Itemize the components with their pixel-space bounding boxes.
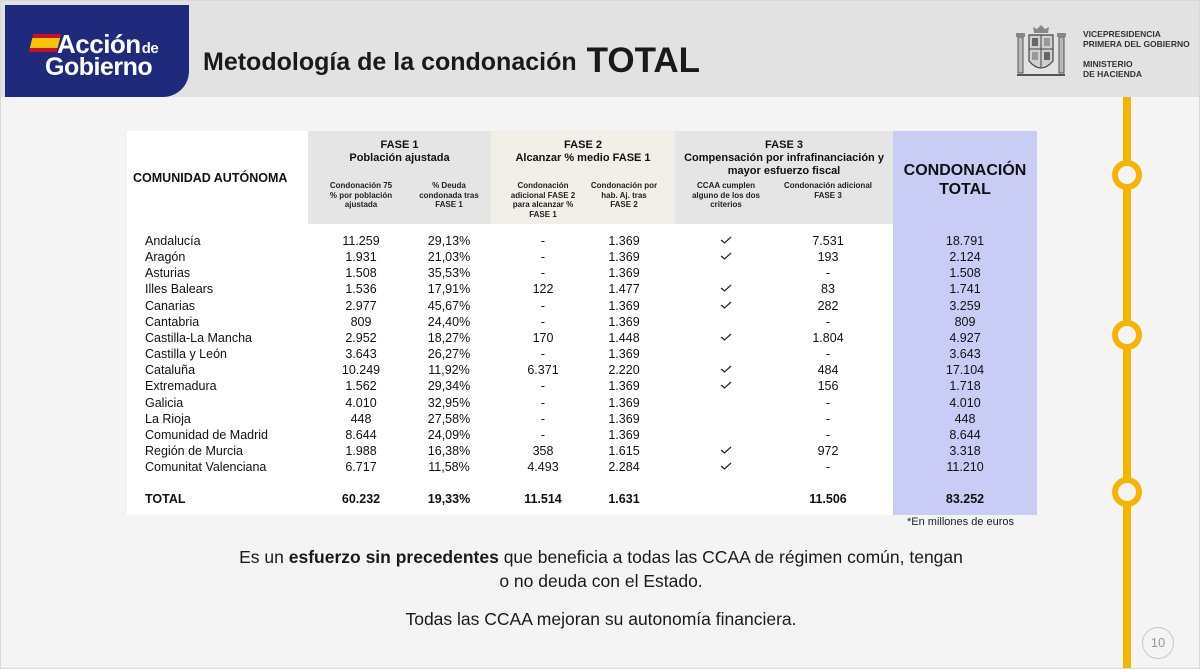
total-fase1-condonacion-cell: 60.232 xyxy=(341,492,381,506)
fase2-por-hab-cell: 1.369 xyxy=(608,314,640,329)
fase1-deuda-pct-cell: 24,40% xyxy=(427,314,471,329)
fase2-por-hab-cell: 1.369 xyxy=(608,427,640,442)
community-name-cell: Castilla y León xyxy=(145,347,227,362)
logo-word-accion: Acción xyxy=(57,29,141,59)
checkmark-icon xyxy=(720,301,732,309)
fase1-deuda-pct-cell: 11,92% xyxy=(428,363,470,378)
fase2-adicional-cell: - xyxy=(540,395,546,410)
fase1-deuda-pct-cell: 29,34% xyxy=(427,379,471,394)
fase1-condonacion-cell: 6.717 xyxy=(345,460,377,475)
table-row xyxy=(127,362,1037,378)
fase3-col1-header: CCAA cumplen alguno de los dos criterios xyxy=(691,181,760,209)
condonacion-total-cell: 3.643 xyxy=(949,347,981,362)
fase1-condonacion-cell: 4.010 xyxy=(345,395,377,410)
condonacion-total-cell: 8.644 xyxy=(949,427,981,442)
vicepresidencia-label: VICEPRESIDENCIA PRIMERA DEL GOBIERNO xyxy=(1083,29,1190,49)
fase2-por-hab-cell: 1.448 xyxy=(608,330,640,345)
page-title-emphasis: TOTAL xyxy=(586,41,701,80)
fase1-deuda-pct-cell: 35,53% xyxy=(427,266,471,281)
fase1-deuda-pct-cell: 26,27% xyxy=(427,347,471,362)
community-name-cell: Castilla-La Mancha xyxy=(145,330,252,345)
condonacion-total-cell: 18.791 xyxy=(945,234,985,248)
accion-de-gobierno-logo xyxy=(5,5,189,97)
highlight-paragraph: Es un esfuerzo sin precedentes que beneficia a todas las CCAA de régimen común, tengan o no deuda con el Estado. xyxy=(239,547,963,591)
community-name-cell: Galicia xyxy=(145,395,184,410)
fase3-adicional-cell: 972 xyxy=(817,443,839,458)
table-row xyxy=(127,249,1037,265)
fase2-adicional-cell: 358 xyxy=(532,443,554,458)
fase2-adicional-cell: 4.493 xyxy=(527,460,559,475)
fase1-deuda-pct-cell: 29,13% xyxy=(427,234,471,248)
condonacion-total-cell: 2.124 xyxy=(949,250,981,265)
fase3-adicional-cell: - xyxy=(825,427,831,442)
fase2-por-hab-cell: 1.369 xyxy=(608,411,640,426)
fase2-col1-header: Condonación adicional FASE 2 para alcanzar % FASE 1 xyxy=(510,181,576,219)
condonacion-total-cell: 1.508 xyxy=(949,266,981,281)
fase2-adicional-cell: - xyxy=(540,314,546,329)
timeline-dot xyxy=(1112,477,1142,507)
table-row xyxy=(127,378,1037,394)
fase1-condonacion-cell: 2.952 xyxy=(345,330,377,345)
fase1-deuda-pct-cell: 32,95% xyxy=(427,395,471,410)
table-row xyxy=(127,298,1037,314)
fase2-adicional-cell: - xyxy=(540,379,546,394)
logo-word-gobierno: Gobierno xyxy=(45,53,153,81)
condonacion-total-cell: 1.718 xyxy=(949,379,981,394)
community-name-cell: Región de Murcia xyxy=(145,443,243,458)
fase2-adicional-cell: - xyxy=(540,298,546,313)
community-name-cell: Comunitat Valenciana xyxy=(145,460,267,475)
fase1-condonacion-cell: 8.644 xyxy=(345,427,377,442)
fase1-deuda-pct-cell: 17,91% xyxy=(427,282,471,297)
fase2-por-hab-cell: 1.369 xyxy=(608,266,640,281)
fase3-adicional-cell: - xyxy=(825,347,831,362)
fase3-adicional-cell: 83 xyxy=(821,282,835,297)
table-row xyxy=(127,411,1037,427)
fase1-condonacion-cell: 1.988 xyxy=(345,443,377,458)
community-name-cell: La Rioja xyxy=(145,411,191,426)
fase3-adicional-cell: 156 xyxy=(817,379,839,394)
checkmark-icon xyxy=(720,462,732,470)
table-row xyxy=(127,443,1037,459)
checkmark-icon xyxy=(720,365,732,373)
ministerio-label: MINISTERIO DE HACIENDA xyxy=(1083,59,1143,79)
total-column-header: CONDONACIÓN TOTAL xyxy=(903,162,1027,198)
table-row xyxy=(127,265,1037,281)
fase2-adicional-cell: - xyxy=(540,411,546,426)
fase3-col2-header: Condonación adicional FASE 3 xyxy=(783,181,872,200)
fase1-condonacion-cell: 448 xyxy=(350,411,372,426)
community-name-cell: Aragón xyxy=(145,250,186,265)
fase1-deuda-pct-cell: 16,38% xyxy=(427,443,471,458)
fase2-por-hab-cell: 1.369 xyxy=(608,379,640,394)
timeline-dot xyxy=(1112,320,1142,350)
fase2-por-hab-cell: 1.369 xyxy=(608,347,640,362)
fase2-adicional-cell: - xyxy=(540,347,546,362)
condonacion-total-cell: 4.927 xyxy=(949,330,981,345)
condonation-table xyxy=(127,131,1037,515)
fase1-deuda-pct-cell: 11,58% xyxy=(428,460,470,475)
timeline-dot xyxy=(1112,160,1142,190)
fase1-col1-header: Condonación 75 % por población ajustada xyxy=(329,181,393,209)
fase1-col2-header: % Deuda condonada tras FASE 1 xyxy=(419,181,479,209)
checkmark-icon xyxy=(720,381,732,389)
total-fase3-adicional-cell: 11.506 xyxy=(809,492,847,506)
fase2-por-hab-cell: 1.477 xyxy=(608,282,640,297)
fase3-adicional-cell: 484 xyxy=(817,363,839,378)
logo-word-de: de xyxy=(141,40,159,57)
fase1-deuda-pct-cell: 18,27% xyxy=(427,330,471,345)
community-column-header: COMUNIDAD AUTÓNOMA xyxy=(133,171,288,185)
fase1-condonacion-cell: 1.931 xyxy=(345,250,377,265)
fase1-deuda-pct-cell: 24,09% xyxy=(427,427,471,442)
condonacion-total-cell: 448 xyxy=(954,411,976,426)
fase1-condonacion-cell: 1.536 xyxy=(345,282,377,297)
community-name-cell: Illes Balears xyxy=(145,282,214,297)
fase1-condonacion-cell: 3.643 xyxy=(345,347,377,362)
table-row xyxy=(127,395,1037,411)
fase2-header: FASE 2 Alcanzar % medio FASE 1 xyxy=(515,139,651,164)
table-row xyxy=(127,346,1037,362)
fase1-deuda-pct-cell: 27,58% xyxy=(427,411,471,426)
fase3-adicional-cell: 1.804 xyxy=(812,330,844,345)
fase2-adicional-cell: 122 xyxy=(532,282,554,297)
checkmark-icon xyxy=(720,333,732,341)
fase2-adicional-cell: - xyxy=(540,250,546,265)
condonacion-total-cell: 3.318 xyxy=(949,443,981,458)
table-row xyxy=(127,459,1037,475)
fase2-adicional-cell: - xyxy=(540,266,546,281)
total-row-label: TOTAL xyxy=(145,492,186,506)
fase2-por-hab-cell: 1.369 xyxy=(608,250,640,265)
checkmark-icon xyxy=(720,446,732,454)
fase2-adicional-cell: - xyxy=(540,234,546,248)
spain-coat-of-arms-icon xyxy=(1015,23,1067,81)
table-row xyxy=(127,233,1037,249)
fase3-adicional-cell: 7.531 xyxy=(812,234,844,248)
condonacion-total-cell: 3.259 xyxy=(949,298,981,313)
fase1-condonacion-cell: 11.259 xyxy=(342,234,380,248)
fase2-por-hab-cell: 1.369 xyxy=(608,395,640,410)
table-row xyxy=(127,330,1037,346)
total-fase1-deuda-pct-cell: 19,33% xyxy=(427,492,471,506)
fase2-por-hab-cell: 1.615 xyxy=(608,443,640,458)
condonacion-total-cell: 809 xyxy=(954,314,976,329)
fase3-adicional-cell: 282 xyxy=(817,298,839,313)
units-note: *En millones de euros xyxy=(907,516,1015,528)
fase1-condonacion-cell: 2.977 xyxy=(345,298,377,313)
fase2-por-hab-cell: 2.220 xyxy=(608,363,640,378)
page-number: 10 xyxy=(1142,627,1174,659)
page-title-main: Metodología de la condonación xyxy=(203,48,577,76)
autonomy-paragraph: Todas las CCAA mejoran su autonomía financiera. xyxy=(405,609,797,629)
fase1-condonacion-cell: 809 xyxy=(350,314,372,329)
fase3-adicional-cell: - xyxy=(825,266,831,281)
condonacion-total-cell: 17.104 xyxy=(945,363,985,378)
total-fase2-por-hab-cell: 1.631 xyxy=(608,492,640,506)
community-name-cell: Canarias xyxy=(145,298,196,313)
fase2-adicional-cell: 170 xyxy=(532,330,554,345)
fase2-adicional-cell: 6.371 xyxy=(527,363,559,378)
fase2-adicional-cell: - xyxy=(540,427,546,442)
table-total-row xyxy=(127,491,1037,507)
fase2-col2-header: Condonación por hab. Aj. tras FASE 2 xyxy=(590,181,658,209)
fase1-condonacion-cell: 1.508 xyxy=(345,266,377,281)
fase1-condonacion-cell: 1.562 xyxy=(345,379,377,394)
total-condonacion-total-cell: 83.252 xyxy=(945,492,985,506)
condonacion-total-cell: 1.741 xyxy=(949,282,981,297)
fase2-por-hab-cell: 1.369 xyxy=(608,298,640,313)
fase1-header: FASE 1 Población ajustada xyxy=(349,139,450,164)
table-row xyxy=(127,281,1037,297)
community-name-cell: Comunidad de Madrid xyxy=(145,427,268,442)
fase3-adicional-cell: - xyxy=(825,395,831,410)
checkmark-icon xyxy=(720,284,732,292)
table-row xyxy=(127,427,1037,443)
community-name-cell: Cantabria xyxy=(145,314,200,329)
community-name-cell: Cataluña xyxy=(145,363,196,378)
fase2-por-hab-cell: 2.284 xyxy=(608,460,640,475)
table-row xyxy=(127,314,1037,330)
fase3-adicional-cell: - xyxy=(825,460,831,475)
community-name-cell: Extremadura xyxy=(145,379,217,394)
fase1-deuda-pct-cell: 45,67% xyxy=(427,298,471,313)
fase1-deuda-pct-cell: 21,03% xyxy=(427,250,471,265)
fase3-header: FASE 3 Compensación por infrafinanciación y mayor esfuerzo fiscal xyxy=(684,139,884,177)
checkmark-icon xyxy=(720,252,732,260)
condonacion-total-cell: 4.010 xyxy=(949,395,981,410)
community-name-cell: Asturias xyxy=(145,266,191,281)
community-name-cell: Andalucía xyxy=(145,234,201,248)
fase3-adicional-cell: 193 xyxy=(817,250,839,265)
total-fase2-adicional-cell: 11.514 xyxy=(524,492,562,506)
checkmark-icon xyxy=(720,236,732,244)
condonacion-total-cell: 11.210 xyxy=(946,460,984,475)
highlight-bold-text: esfuerzo sin precedentes xyxy=(288,547,499,567)
fase3-adicional-cell: - xyxy=(825,314,831,329)
fase2-por-hab-cell: 1.369 xyxy=(608,234,640,248)
fase3-adicional-cell: - xyxy=(825,411,831,426)
fase1-condonacion-cell: 10.249 xyxy=(341,363,381,378)
page-title xyxy=(203,39,700,79)
